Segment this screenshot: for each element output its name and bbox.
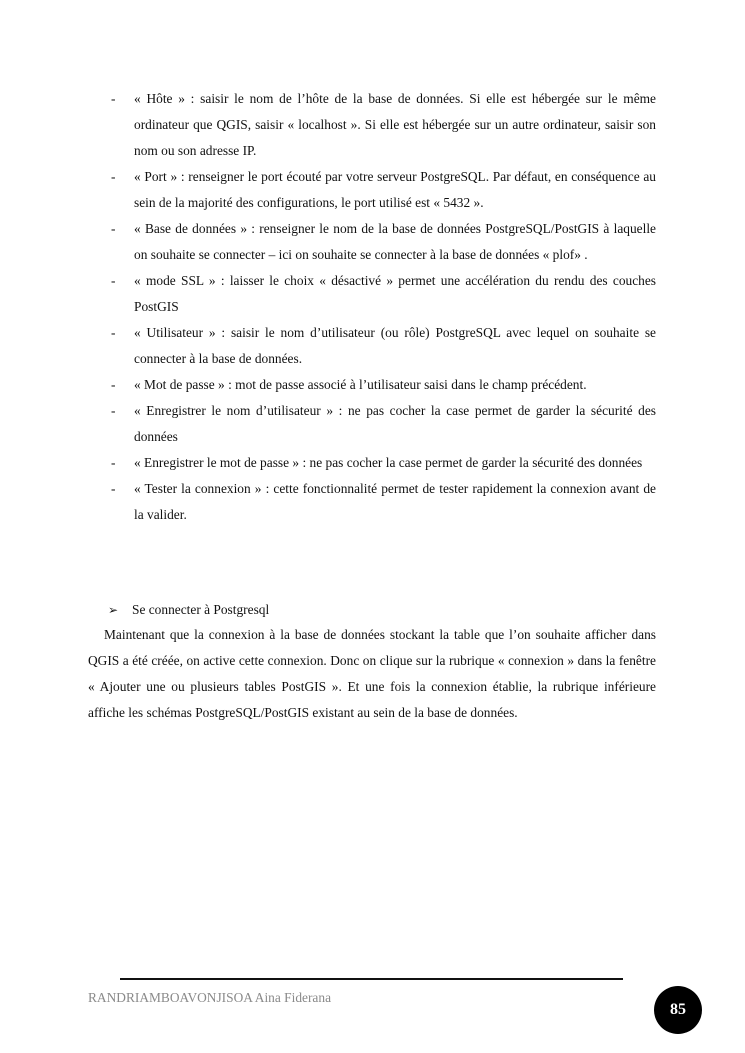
list-item-text: « Hôte » : saisir le nom de l’hôte de la base de données. Si elle est hébergée sur le même ordinateur que QGIS, saisir « localhost ». Si elle est hébergée sur un autre ordinateur, saisir son nom ou son adresse IP.	[134, 91, 656, 158]
bullet-dash: -	[111, 403, 116, 418]
bullet-dash: -	[111, 273, 116, 288]
footer-author: RANDRIAMBOAVONJISOA Aina Fiderana	[88, 990, 332, 1005]
bullet-dash: -	[111, 325, 116, 340]
bullet-dash: -	[111, 377, 116, 392]
bullet-dash: -	[111, 169, 116, 184]
list-item	[88, 268, 656, 320]
footer-divider	[120, 978, 623, 980]
list-item-text: « Mot de passe » : mot de passe associé à l’utilisateur saisi dans le champ précédent.	[134, 377, 587, 392]
body-paragraph: Maintenant que la connexion à la base de données stockant la table que l’on souhaite afficher dans QGIS a été créée, on active cette connexion. Donc on clique sur la rubrique « connexion » dans la fenêtre « Ajouter une ou plusieurs tables PostGIS ». Et une fois la connexion établie, la rubrique inférieure affiche les schémas PostgreSQL/PostGIS existant au sein de la base de données.	[88, 627, 656, 720]
bullet-dash: -	[111, 455, 116, 470]
connection-parameters-list	[88, 86, 656, 528]
list-item	[88, 476, 656, 528]
section-heading-text: Se connecter à Postgresql	[132, 602, 270, 617]
list-item-text: « Base de données » : renseigner le nom de la base de données PostgreSQL/PostGIS à laquelle on souhaite se connecter – ici on souhaite se connecter à la base de données « plof» .	[134, 221, 656, 262]
list-item	[88, 320, 656, 372]
list-item	[88, 86, 656, 164]
list-item	[88, 164, 656, 216]
list-item-text: « Port » : renseigner le port écouté par votre serveur PostgreSQL. Par défaut, en conséquence au sein de la majorité des configurations, le port utilisé est « 5432 ».	[134, 169, 656, 210]
section-heading	[108, 597, 269, 623]
list-item	[88, 450, 656, 476]
list-item-text: « mode SSL » : laisser le choix « désactivé » permet une accélération du rendu des couches PostGIS	[134, 273, 656, 314]
list-item	[88, 372, 656, 398]
bullet-dash: -	[111, 221, 116, 236]
list-item-text: « Tester la connexion » : cette fonctionnalité permet de tester rapidement la connexion avant de la valider.	[134, 481, 656, 522]
page-number-badge: 85	[654, 986, 702, 1034]
list-item-text: « Utilisateur » : saisir le nom d’utilisateur (ou rôle) PostgreSQL avec lequel on souhaite se connecter à la base de données.	[134, 325, 656, 366]
bullet-dash: -	[111, 91, 116, 106]
bullet-dash: -	[111, 481, 116, 496]
list-item	[88, 216, 656, 268]
list-item	[88, 398, 656, 450]
list-item-text: « Enregistrer le nom d’utilisateur » : ne pas cocher la case permet de garder la sécurité des données	[134, 403, 656, 444]
arrow-bullet-icon: ➢	[108, 603, 119, 617]
list-item-text: « Enregistrer le mot de passe » : ne pas cocher la case permet de garder la sécurité des données	[134, 455, 643, 470]
